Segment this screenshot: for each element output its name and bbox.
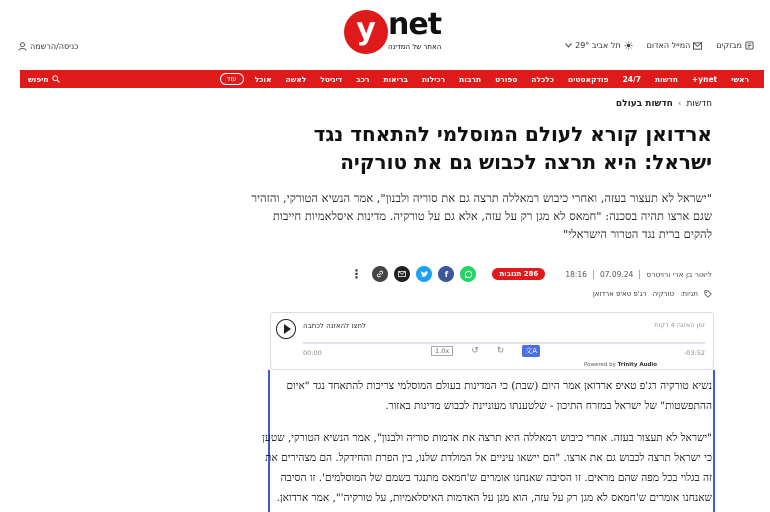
article-time: 18:16: [565, 269, 587, 279]
nav-item-sport[interactable]: ספורט: [495, 74, 518, 84]
talkbacks-button[interactable]: 286 תגובות: [492, 268, 545, 280]
weather-label: תל אביב 29°: [575, 41, 621, 50]
nav-item-digital[interactable]: דיגיטל: [320, 74, 343, 84]
nav-search-button[interactable]: [28, 75, 64, 84]
rewind-icon[interactable]: ↺: [471, 346, 479, 356]
article-tags: [593, 290, 712, 298]
login-link[interactable]: [18, 42, 78, 51]
article-paragraph: "ישראל לא תעצור בעזה. אחרי כיבוש רמאללה היא תרצה את אדמות סוריה ולבנון", אמר הנשיא הטורקי, שטען כי ישראל תרצה לכבוש גם את ארצו. "הם יישאו עיניים אל המולדת שלנו, בין הפרת והחידקל. הם מצהירים את זה בגלוי בכל מפה שהם מראים. זו הסיבה שאנחנו אומרים ש'חמאס מתנגד בשמם של המוסלמים'. זו הסיבה שאנחנו אומרים ש'חמאס לא מגן רק על עזה, הוא מגן על האדמות האיסלאמיות, על טורקיה'", אמר ארדואן.: [262, 432, 712, 504]
twitter-icon[interactable]: [416, 266, 432, 282]
nav-item-women[interactable]: לאשה: [285, 74, 307, 84]
forward-icon[interactable]: ↻: [496, 346, 505, 356]
powered-by[interactable]: [584, 362, 657, 368]
nav-item-home[interactable]: ראשי: [731, 74, 749, 84]
nav-item-health[interactable]: בריאות: [383, 74, 408, 84]
login-label: כניסה/הרשמה: [30, 42, 79, 51]
nav-item-cars[interactable]: רכב: [356, 74, 370, 84]
player-time-start: 00:00: [303, 349, 322, 357]
breadcrumb-world-news[interactable]: חדשות בעולם: [615, 99, 673, 109]
nav-item-food[interactable]: אוכל: [254, 74, 272, 84]
powered-prefix: Powered by: [584, 362, 616, 368]
logo-y: y: [344, 10, 388, 54]
whatsapp-icon[interactable]: [460, 266, 476, 282]
tags-label: תגיות:: [680, 290, 698, 298]
user-icon: [18, 42, 27, 51]
chevron-down-icon: [565, 43, 572, 48]
player-duration: זמן האזנה 4 דקות: [654, 321, 705, 329]
nav-item-24-7[interactable]: 24/7: [622, 74, 641, 84]
logo-tagline: האתר של המדינה: [388, 43, 442, 51]
logo-net: net: [388, 7, 442, 42]
article-paragraph: נשיא טורקיה רג'פ טאיפ ארדואן אמר היום (שבת) כי המדינות בעולם המוסלמי צריכות להתאחד נגד "איום ההתפשטות" של ישראל במזרח התיכון - שלטענתו מעוניינת לכבוש מדינות באזור.: [286, 380, 712, 412]
weather-widget[interactable]: [565, 41, 632, 50]
chevron-left-icon: ›: [677, 99, 682, 109]
nav-item-news[interactable]: חדשות: [654, 74, 678, 84]
top-links: [565, 41, 754, 50]
nav-item-economy[interactable]: כלכלה: [531, 74, 555, 84]
player-time-end: -03:52: [683, 349, 705, 357]
main-nav: [20, 70, 764, 88]
nav-search-label: חיפוש: [28, 74, 49, 84]
nav-item-ynet-plus[interactable]: ynet+: [691, 74, 718, 84]
flash-news-link[interactable]: [716, 41, 754, 50]
play-button[interactable]: [276, 319, 296, 339]
mail-share-icon[interactable]: [394, 266, 410, 282]
article-meta: [350, 266, 712, 282]
breadcrumb-news[interactable]: חדשות: [686, 99, 712, 109]
red-mail-label: המייל האדום: [646, 41, 691, 50]
search-icon: [52, 75, 60, 83]
nav-item-culture[interactable]: תרבות: [459, 74, 482, 84]
nav-more-button[interactable]: עוד: [220, 73, 244, 85]
share-buttons: [350, 266, 476, 282]
article-author[interactable]: ליאור בן ארי ורויטרס: [646, 269, 712, 279]
more-options-icon[interactable]: ⋮: [350, 267, 363, 281]
flash-news-label: מבזקים: [716, 41, 742, 50]
top-bar: [0, 0, 770, 68]
tag-turkey[interactable]: טורקיה: [652, 290, 675, 298]
meta-divider: [593, 270, 594, 279]
powered-brand: Trinity Audio: [617, 362, 658, 368]
translate-button[interactable]: 文A: [522, 345, 540, 357]
meta-divider: [639, 270, 640, 279]
breadcrumb: [616, 99, 712, 109]
nav-item-gossip[interactable]: רכילות: [421, 74, 446, 84]
mail-icon: [693, 42, 702, 50]
facebook-icon[interactable]: f: [438, 266, 454, 282]
red-mail-link[interactable]: [647, 41, 703, 50]
article-date: 07.09.24: [599, 269, 634, 279]
player-controls: [431, 345, 540, 357]
tag-erdogan[interactable]: רג'פ טאיפ ארדואן: [592, 290, 647, 298]
nav-item-podcasts[interactable]: פודקאסטים: [568, 74, 609, 84]
player-progress-bar[interactable]: [303, 342, 705, 344]
link-icon[interactable]: [372, 266, 388, 282]
article-headline: ארדואן קורא לעולם המוסלמי להתאחד נגד ישראל: היא תרצה לכבוש גם את טורקיה: [313, 122, 712, 174]
weather-sun-icon: [624, 41, 633, 50]
article-subtitle: "ישראל לא תעצור בעזה, ואחרי כיבוש רמאללה תרצה גם את סוריה ולבנון", אמר הנשיא הטורקי, והזהיר שגם ארצו תהיה בסכנה: "חמאס לא מגן רק על עזה, אלא גם על טורקיה. מדינות איסלאמיות חייבות להקים ברית נגד הטרור הישראלי": [251, 191, 712, 241]
speed-button[interactable]: 1.0x: [431, 346, 453, 356]
player-label: לחצו להאזנה לכתבה: [303, 322, 366, 330]
tag-icon: [704, 290, 712, 298]
flash-icon: [745, 41, 754, 50]
